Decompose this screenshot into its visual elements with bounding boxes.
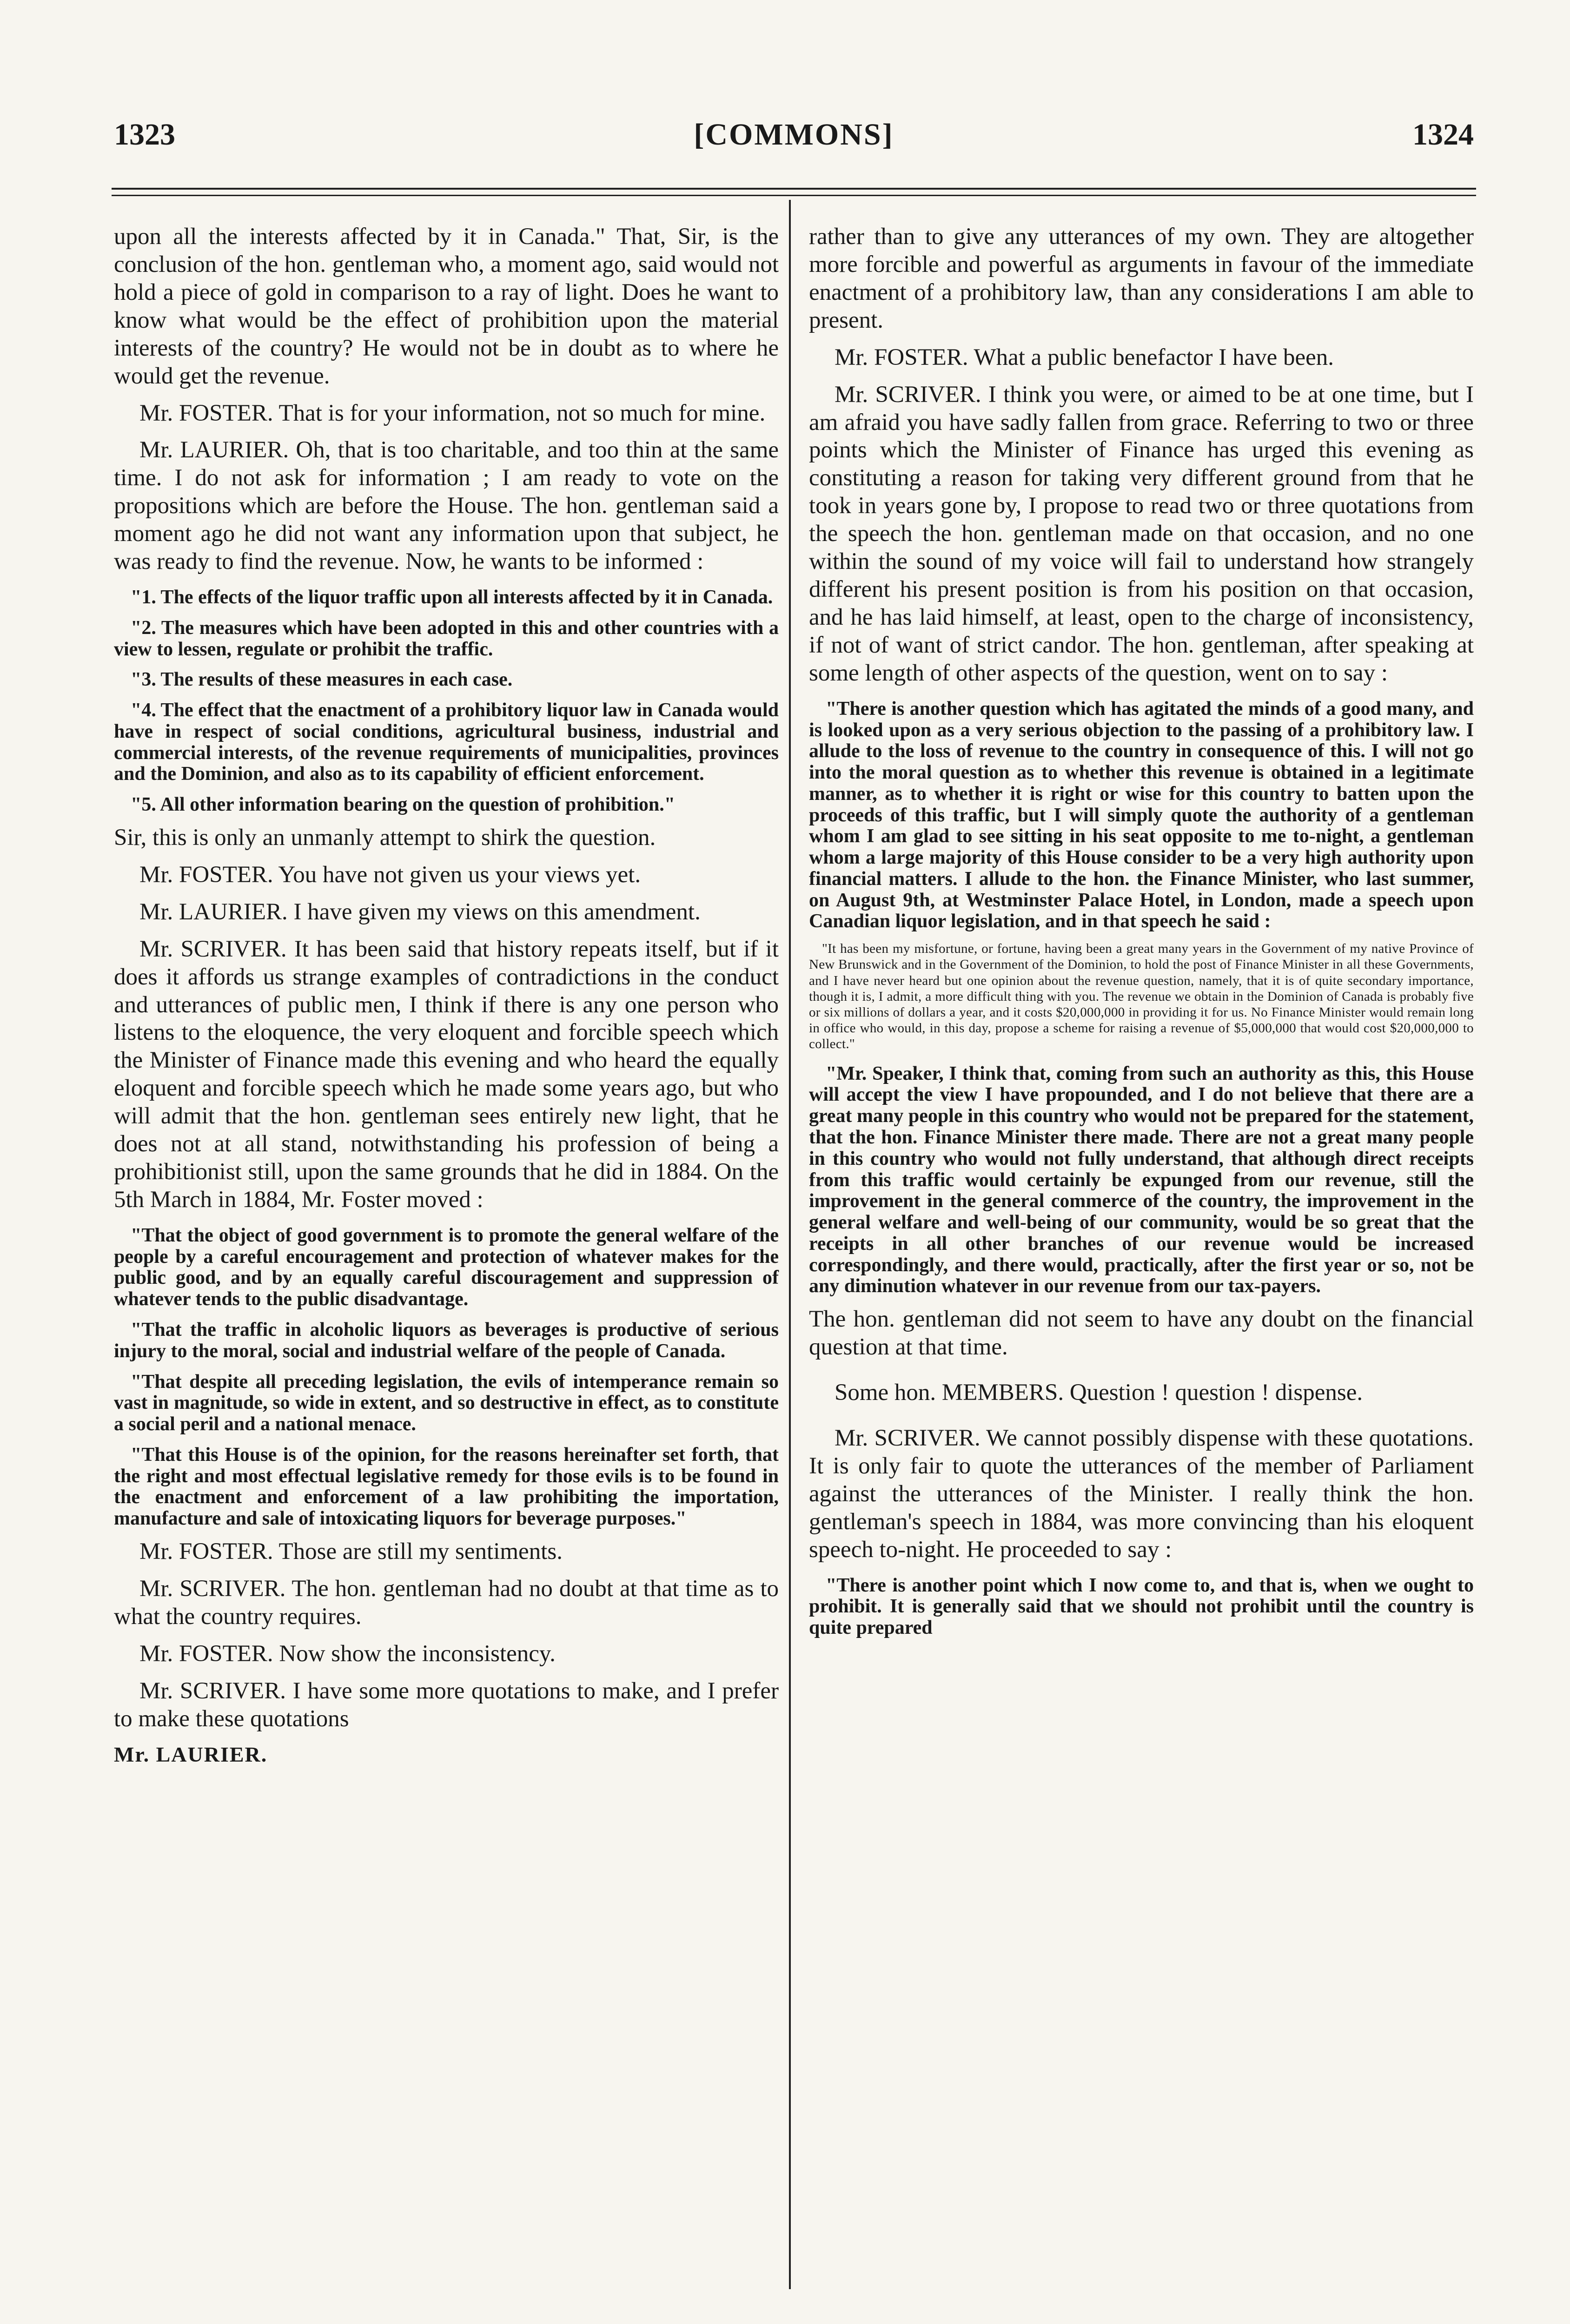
body-paragraph: Sir, this is only an unmanly attempt to shirk the question. [114, 824, 656, 851]
right-column [809, 223, 1474, 1647]
body-paragraph: rather than to give any utterances of my own. They are altogether more forcible and powerful as arguments in favour of the immediate enactment of a prohibitory law, than any considerations I am able to present. [809, 224, 1474, 333]
speaker-paragraph: Mr. FOSTER. What a public benefactor I have been. [835, 344, 1334, 370]
quotation-paragraph: "There is another question which has agitated the minds of a good many, and is looked upon as a very serious objection to the passing of a prohibitory law. I allude to the loss of revenue to the country in consequence of this. I will not go into the moral question as to whether this revenue is obtained in a legitimate manner, as to whether it is right or wise for this country to batten upon the proceeds of this traffic, but I will simply quote the authority of a gentleman whom I am glad to see sitting in his seat opposite to me to-night, a gentleman whom a large majority of this House consider to be a very high authority upon financial matters. I allude to the hon. the Finance Minister, who last summer, on August 9th, at Westminster Palace Hotel, in London, made a speech upon Canadian liquor legislation, and in that speech he said : [809, 698, 1474, 932]
quotation-paragraph: "2. The measures which have been adopted in this and other countries with a view to lessen, regulate or prohibit the traffic. [114, 617, 779, 660]
page-header [114, 108, 1474, 159]
speaker-paragraph: Mr. SCRIVER. I have some more quotations to make, and I prefer to make these quotations [114, 1677, 779, 1732]
quotation-paragraph: "There is another point which I now come to, and that is, when we ought to prohibit. It is generally said that we should not prohibit until the country is quite prepared [809, 1574, 1474, 1639]
header-rule-secondary [112, 195, 1476, 196]
page-title: [COMMONS] [694, 118, 894, 152]
quotation-paragraph: "5. All other information bearing on the question of prohibition." [131, 794, 676, 816]
speaker-paragraph: Mr. FOSTER. You have not given us your views yet. [139, 861, 641, 888]
speaker-paragraph: Mr. FOSTER. Now show the inconsistency. [139, 1640, 556, 1667]
column-divider [789, 200, 791, 2289]
quotation-paragraph: "3. The results of these measures in each case. [131, 669, 513, 691]
body-paragraph: upon all the interests affected by it in Canada." That, Sir, is the conclusion of the hon. gentleman who, a moment ago, said would not hold a piece of gold in comparison to a ray of light. Does he want to know what would be the effect of prohibition upon the material interests of the country? He would not be in doubt as to where he would get the revenue. [114, 224, 779, 389]
page-number-left: 1323 [114, 118, 175, 152]
quotation-paragraph: "That despite all preceding legislation, the evils of intemperance remain so vast in magnitude, so wide in extent, and so destructive in effect, as to constitute a social peril and a national menace. [114, 1371, 779, 1435]
speaker-paragraph: Mr. SCRIVER. We cannot possibly dispense with these quotations. It is only fair to quote the utterances of the member of Parliament against the utterances of the Minister. I really think the hon. gentleman's speech in 1884, was more convincing than his eloquent speech to-night. He proceeded to say : [809, 1425, 1474, 1563]
quotation-paragraph: "That this House is of the opinion, for the reasons hereinafter set forth, that the right and most effectual legislative remedy for those evils is to be found in the enactment and enforcement of a law prohibiting the importation, manufacture and sale of intoxicating liquors for beverage purposes." [114, 1444, 779, 1530]
speaker-paragraph: Mr. SCRIVER. The hon. gentleman had no doubt at that time as to what the country requires. [114, 1575, 779, 1630]
quotation-paragraph: "1. The effects of the liquor traffic upon all interests affected by it in Canada. [131, 587, 773, 608]
page-number-right: 1324 [1412, 118, 1474, 152]
speaker-paragraph: Mr. FOSTER. That is for your information, not so much for mine. [139, 400, 766, 426]
header-rule [112, 188, 1476, 190]
speaker-paragraph: Mr. FOSTER. Those are still my sentiments. [139, 1538, 563, 1565]
page-signature: Mr. LAURIER. [114, 1743, 268, 1767]
speaker-paragraph: Mr. LAURIER. I have given my views on this amendment. [139, 898, 701, 925]
speaker-paragraph: Mr. SCRIVER. I think you were, or aimed to be at one time, but I am afraid you have sadly fallen from grace. Referring to two or three points which the Minister of Finance has urged this evening as constituting a reason for taking very different ground from that he took in years gone by, I propose to read two or three quotations from the speech the hon. gentleman made on that occasion, and no one within the sound of my voice will fail to understand how strangely different his present position is from his position on that occasion, and he has laid himself, at least, open to the charge of inconsistency, if not of want of strict candor. The hon. gentleman, after speaking at some length of other aspects of the question, went on to say : [809, 381, 1474, 686]
quotation-paragraph: "Mr. Speaker, I think that, coming from such an authority as this, this House will accept the view I have propounded, and I do not believe that there are a great many people in this country who would not be prepared for the statement, that the hon. Finance Minister there made. There are not a great many people in this country who would not fully understand, that although direct receipts from this traffic would certainly be expunged from our revenue, still the improvement in the general commerce of the country, the improvement in the general welfare and well-being of our community, would be so great that the receipts in all other branches of our revenue would be increased correspondingly, and there would, practically, after the first year or so, not be any diminution whatever in our revenue from our tax-payers. [809, 1063, 1474, 1297]
speaker-paragraph: Some hon. MEMBERS. Question ! question ! dispense. [835, 1379, 1363, 1406]
body-paragraph: The hon. gentleman did not seem to have any doubt on the financial question at that time. [809, 1306, 1474, 1360]
nested-quotation: "It has been my misfortune, or fortune, having been a great many years in the Government of my native Province of New Brunswick and in the Government of the Dominion, to hold the post of Finance Minister in all these Governments, and I have never heard but one opinion about the revenue question, namely, that it is of quite secondary importance, though it is, I admit, a more difficult thing with you. The revenue we obtain in the Dominion of Canada is probably five or six millions of dollars a year, and it costs $20,000,000 in providing it for us. No Finance Minister would remain long in office who would, in this day, propose a scheme for raising a revenue of $5,000,000 that would cost $20,000,000 to collect." [809, 941, 1474, 1052]
quotation-paragraph: "4. The effect that the enactment of a prohibitory liquor law in Canada would have in respect of social conditions, agricultural business, industrial and commercial interests, of the revenue requirements of municipalities, provinces and the Dominion, and also as to its capability of efficient enforcement. [114, 700, 779, 785]
quotation-paragraph: "That the traffic in alcoholic liquors as beverages is productive of serious injury to the moral, social and industrial welfare of the people of Canada. [114, 1319, 779, 1362]
quotation-paragraph: "That the object of good government is to promote the general welfare of the people by a careful encouragement and protection of whatever makes for the public good, and by an equally careful discouragement and suppression of whatever tends to the public disadvantage. [114, 1224, 779, 1310]
speaker-paragraph: Mr. LAURIER. Oh, that is too charitable, and too thin at the same time. I do not ask for information ; I am ready to vote on the propositions which are before the House. The hon. gentleman said a moment ago he did not want any information upon that subject, he was ready to find the revenue. Now, he wants to be informed : [114, 437, 779, 575]
left-column [114, 223, 779, 1776]
speaker-paragraph: Mr. SCRIVER. It has been said that history repeats itself, but if it does it affords us strange examples of contradictions in the conduct and utterances of public men, I think if there is any one person who listens to the eloquence, the very eloquent and forcible speech which the Minister of Finance made this evening and who heard the equally eloquent and forcible speech which he made some years ago, but who will admit that the hon. gentleman sees entirely new light, that he does not at all stand, notwithstanding his profession of being a prohibitionist still, upon the same grounds that he did in 1884. On the 5th March in 1884, Mr. Foster moved : [114, 936, 779, 1213]
